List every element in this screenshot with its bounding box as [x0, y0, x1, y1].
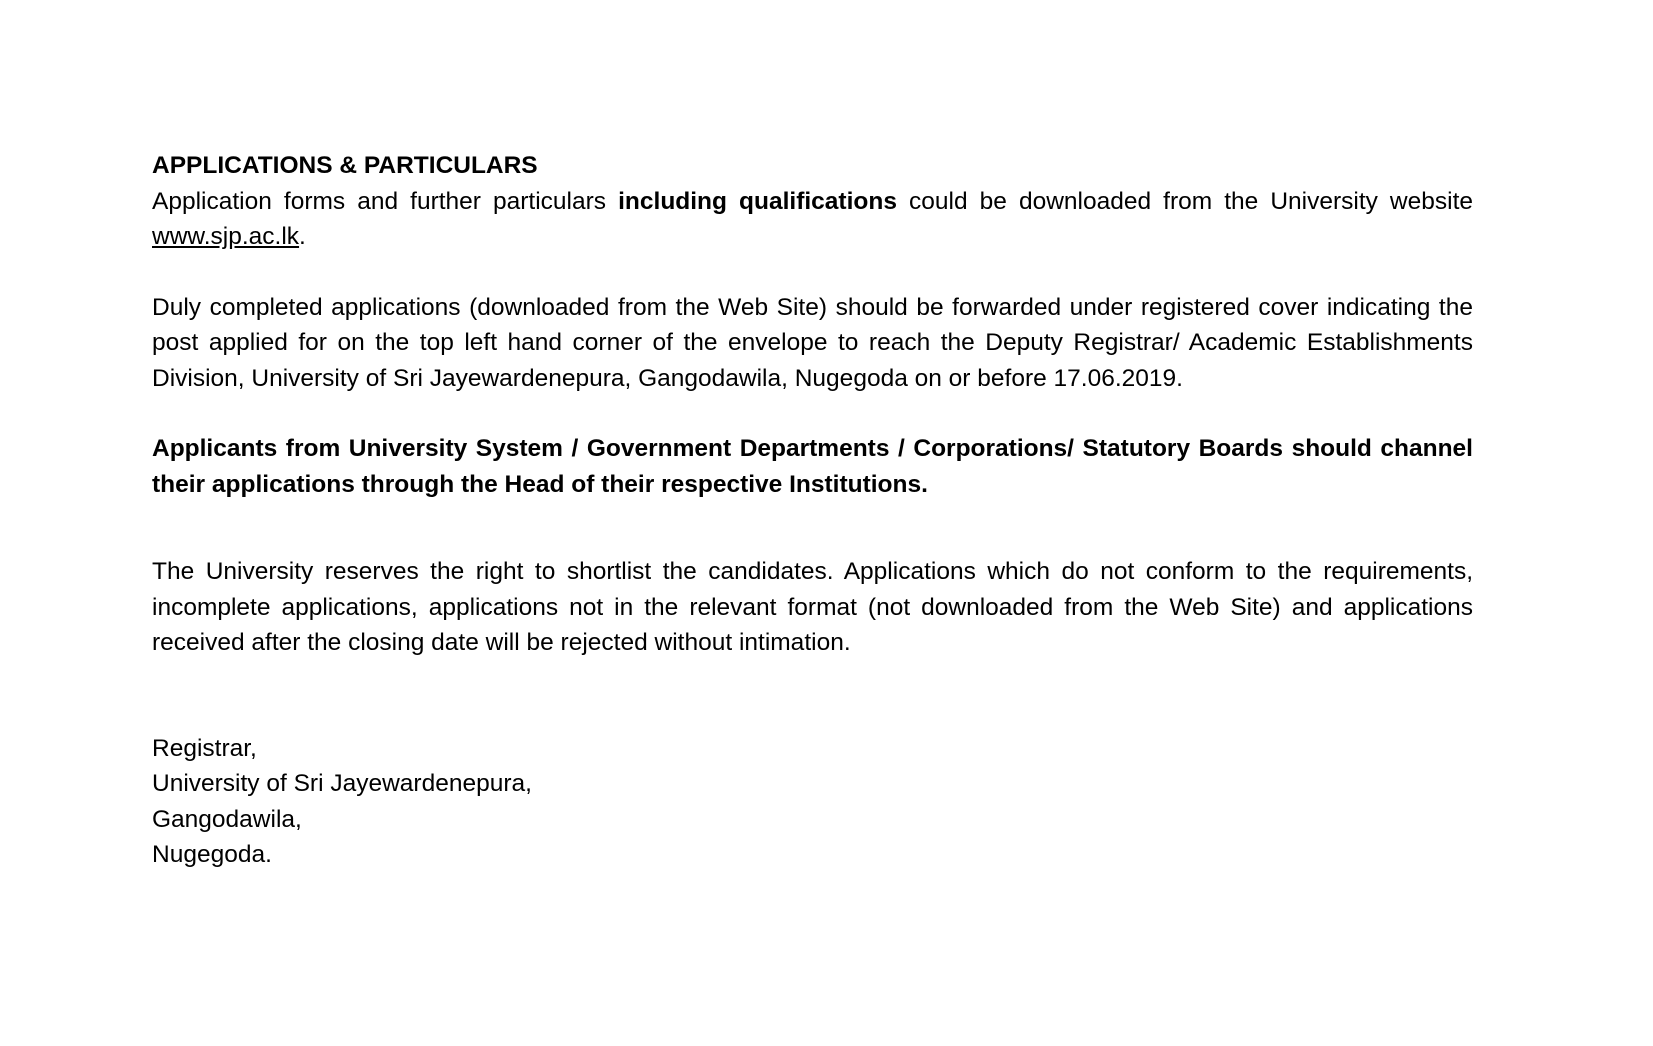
section-heading: APPLICATIONS & PARTICULARS: [152, 152, 538, 179]
website-link[interactable]: www.sjp.ac.lk: [152, 223, 300, 250]
bold-qualifications: including qualifications: [618, 187, 897, 215]
paragraph-text: could be downloaded from the University website: [896, 187, 1473, 215]
paragraph-channel-applications: Applicants from University System / Government Departments / Corporations/ Statutory Boards should channel their applications through the Head of their respective Institutions.: [152, 435, 1473, 498]
address-line: Registrar,: [152, 734, 257, 762]
address-line: Nugegoda.: [152, 841, 272, 868]
paragraph-text: .: [299, 223, 306, 250]
paragraph-rejection-terms: The University reserves the right to shortlist the candidates. Applications which do not conform to the requirements, incomplete applications, applications not in the relevant format (not downloaded from the Web Site) and applications received after the closing date will be rejected without intimation.: [152, 558, 1473, 656]
address-block: [152, 731, 1473, 873]
paragraph-text: Application forms and further particulars: [152, 187, 619, 215]
paragraph-application-forms: [152, 184, 1473, 255]
address-line: Gangodawila,: [152, 805, 302, 833]
paragraph-submission: Duly completed applications (downloaded from the Web Site) should be forwarded under registered cover indicating the post applied for on the top left hand corner of the envelope to reach the Deputy Registrar/ Academic Establishments Division, University of Sri Jayewardenepura, Gangodawila, Nugegoda on or before 17.06.2019.: [152, 293, 1473, 392]
address-line: University of Sri Jayewardenepura,: [152, 770, 532, 797]
document-page: [152, 148, 1473, 873]
